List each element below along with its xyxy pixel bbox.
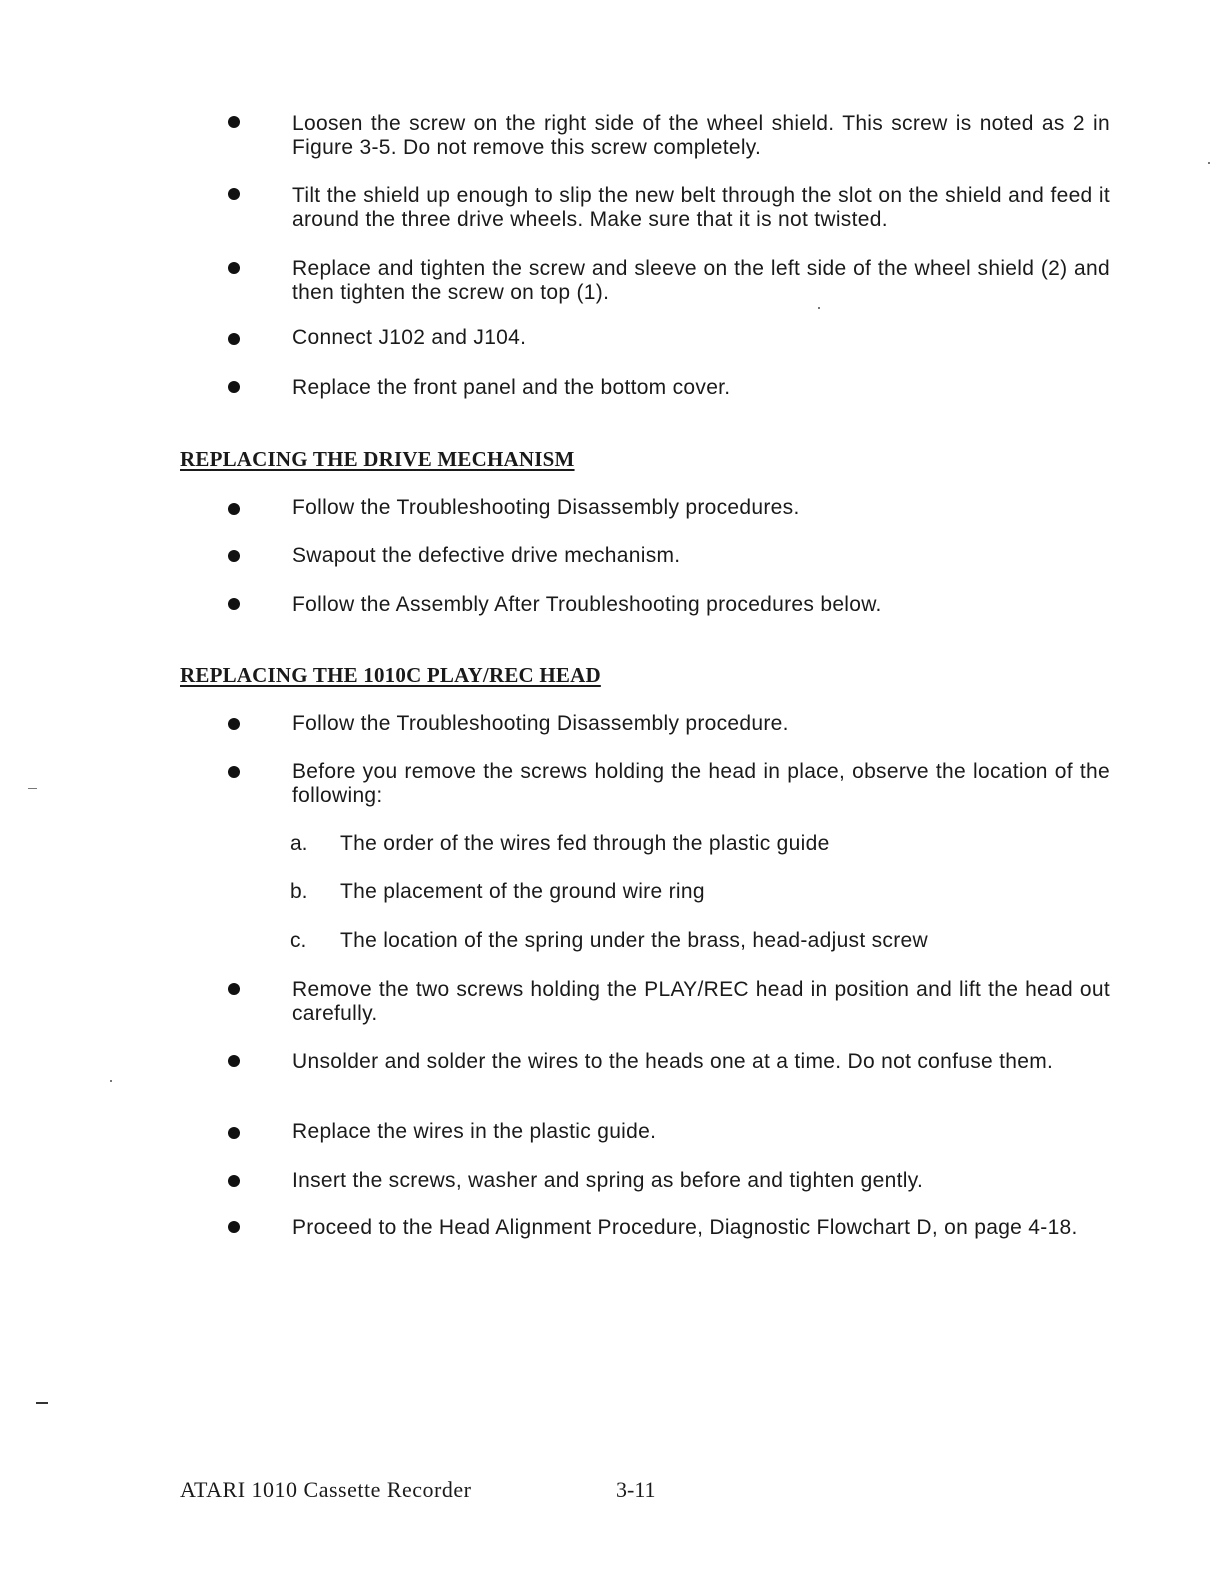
sub-item-marker-b: b. bbox=[290, 880, 308, 903]
bullet-marker bbox=[228, 262, 240, 274]
sub-item-text-b: The placement of the ground wire ring bbox=[340, 880, 705, 903]
page-number: 3-11 bbox=[616, 1477, 656, 1502]
bullet-marker bbox=[228, 1127, 240, 1139]
intro-bullet-2: Tilt the shield up enough to slip the new belt through the slot on the shield and feed it around the three drive wheels. Make sure that it is not twisted. bbox=[292, 184, 1110, 231]
intro-bullet-4: Connect J102 and J104. bbox=[292, 326, 527, 349]
bullet-marker bbox=[228, 718, 240, 730]
bullet-marker bbox=[228, 503, 240, 515]
sub-item-marker-c: c. bbox=[290, 929, 307, 952]
head-bullet-2: Before you remove the screws holding the head in place, observe the location of the following: bbox=[292, 760, 1110, 807]
bullet-marker bbox=[228, 333, 240, 345]
bullet-marker bbox=[228, 188, 240, 200]
section-heading-drive: REPLACING THE DRIVE MECHANISM bbox=[180, 447, 575, 471]
sub-item-text-a: The order of the wires fed through the plastic guide bbox=[340, 832, 830, 855]
bullet-marker bbox=[228, 1221, 240, 1233]
scan-speck bbox=[110, 1080, 112, 1082]
drive-bullet-1: Follow the Troubleshooting Disassembly procedures. bbox=[292, 496, 800, 519]
head-bullet-6: Insert the screws, washer and spring as before and tighten gently. bbox=[292, 1169, 924, 1192]
head-bullet-1: Follow the Troubleshooting Disassembly procedure. bbox=[292, 712, 789, 735]
drive-bullet-3: Follow the Assembly After Troubleshooting procedures below. bbox=[292, 593, 882, 616]
scan-speck bbox=[818, 307, 820, 309]
sub-item-marker-a: a. bbox=[290, 832, 308, 855]
scan-speck bbox=[36, 1402, 48, 1404]
bullet-marker bbox=[228, 766, 240, 778]
footer-title: ATARI 1010 Cassette Recorder bbox=[180, 1477, 472, 1502]
bullet-marker bbox=[228, 550, 240, 562]
bullet-marker bbox=[228, 381, 240, 393]
drive-bullet-2: Swapout the defective drive mechanism. bbox=[292, 544, 681, 567]
bullet-marker bbox=[228, 1175, 240, 1187]
bullet-marker bbox=[228, 983, 240, 995]
bullet-marker bbox=[228, 598, 240, 610]
intro-bullet-1: Loosen the screw on the right side of the wheel shield. This screw is noted as 2 in Figure 3-5. Do not remove this screw completely. bbox=[292, 112, 1110, 159]
bullet-marker bbox=[228, 1055, 240, 1067]
intro-bullet-5: Replace the front panel and the bottom cover. bbox=[292, 376, 731, 399]
head-bullet-7: Proceed to the Head Alignment Procedure, Diagnostic Flowchart D, on page 4-18. bbox=[292, 1216, 1078, 1239]
head-bullet-4: Unsolder and solder the wires to the heads one at a time. Do not confuse them. bbox=[292, 1050, 1054, 1073]
scan-speck bbox=[1208, 162, 1210, 164]
head-bullet-3: Remove the two screws holding the PLAY/REC head in position and lift the head out carefully. bbox=[292, 978, 1110, 1025]
head-bullet-5: Replace the wires in the plastic guide. bbox=[292, 1120, 657, 1143]
section-heading-head: REPLACING THE 1010C PLAY/REC HEAD bbox=[180, 663, 601, 687]
bullet-marker bbox=[228, 116, 240, 128]
intro-bullet-3: Replace and tighten the screw and sleeve on the left side of the wheel shield (2) and then tighten the screw on top (1). bbox=[292, 257, 1110, 304]
sub-item-text-c: The location of the spring under the brass, head-adjust screw bbox=[340, 929, 928, 952]
scan-speck bbox=[28, 788, 37, 789]
